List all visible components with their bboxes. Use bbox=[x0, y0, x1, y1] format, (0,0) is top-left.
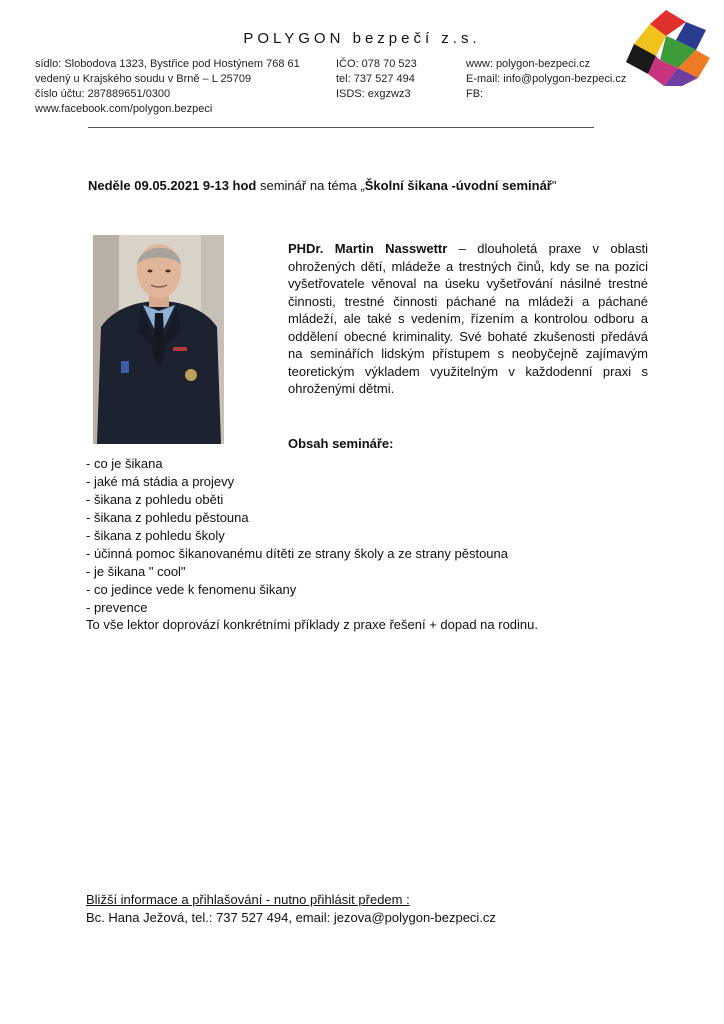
header-isds: ISDS: exgzwz3 bbox=[336, 88, 411, 100]
topics-list bbox=[86, 455, 508, 617]
header-account-line: číslo účtu: 287889651/0300 bbox=[35, 88, 171, 100]
header-address-block bbox=[35, 57, 300, 117]
header-fb-label: FB: bbox=[466, 88, 484, 100]
list-item: - šikana z pohledu oběti bbox=[86, 492, 224, 507]
list-item: - co jedince vede k fenomenu šikany bbox=[86, 582, 297, 597]
list-item: - jaké má stádia a projevy bbox=[86, 474, 235, 489]
list-item: - co je šikana bbox=[86, 456, 163, 471]
list-item: - prevence bbox=[86, 600, 148, 615]
header-web-block bbox=[466, 57, 626, 102]
header-ico: IČO: 078 70 523 bbox=[336, 58, 417, 70]
event-headline bbox=[88, 178, 557, 193]
polygon-logo bbox=[620, 8, 712, 88]
header-facebook-link[interactable]: www.facebook.com/polygon.bezpeci bbox=[35, 103, 213, 115]
lecturer-photo bbox=[93, 235, 224, 444]
event-close-quote: " bbox=[551, 178, 557, 193]
header-phone: tel: 737 527 494 bbox=[336, 73, 415, 85]
lecturer-bio-text: – dlouholetá praxe v oblasti ohrožených dětí, mládeže a trestných činů, kdy se na pozici vyšetřovatele věnoval na úseku vyšetřování násilné trestné činnosti, trestné činnosti páchané na mládeži a páchané mládeží, ale také s vedením, řízením a kontrolou odboru a oddělení obecné kriminality. Své bohaté zkušenosti předává na seminářích lidským přístupem s neobyčejně zajímavým teoretickým výkladem využitelným v každodenní praxi s ohroženými dětmi. bbox=[288, 241, 648, 396]
contents-closing: To vše lektor doprovází konkrétními příklady z praxe řešení + dopad na rodinu. bbox=[86, 617, 538, 632]
event-intro: seminář na téma „ bbox=[256, 178, 365, 193]
header-court-line: vedený u Krajského soudu v Brně – L 25709 bbox=[35, 73, 252, 85]
event-topic: Školní šikana -úvodní seminář bbox=[364, 178, 552, 193]
contents-title: Obsah semináře: bbox=[288, 436, 394, 451]
lecturer-name: PHDr. Martin Nasswettr bbox=[288, 241, 448, 256]
list-item: - šikana z pohledu školy bbox=[86, 528, 225, 543]
info-title: Bližší informace a přihlašování - nutno přihlásit předem : bbox=[86, 892, 410, 907]
contact-line[interactable]: Bc. Hana Ježová, tel.: 737 527 494, email: jezova@polygon-bezpeci.cz bbox=[86, 910, 496, 925]
list-item: - účinná pomoc šikanovanému dítěti ze strany školy a ze strany pěstouna bbox=[86, 546, 508, 561]
header-divider bbox=[88, 127, 594, 128]
event-date-time: Neděle 09.05.2021 9-13 hod bbox=[88, 178, 257, 193]
header-ids-block bbox=[336, 57, 417, 102]
list-item: - šikana z pohledu pěstouna bbox=[86, 510, 249, 525]
lecturer-bio bbox=[288, 240, 648, 398]
header-email-link[interactable]: E-mail: info@polygon-bezpeci.cz bbox=[466, 73, 627, 85]
organization-name: POLYGON bezpečí z.s. bbox=[243, 30, 481, 47]
header-website-link[interactable]: www: polygon-bezpeci.cz bbox=[466, 58, 591, 70]
list-item: - je šikana " cool" bbox=[86, 564, 186, 579]
header-address-line: sídlo: Slobodova 1323, Bystřice pod Hostýnem 768 61 bbox=[35, 58, 300, 70]
